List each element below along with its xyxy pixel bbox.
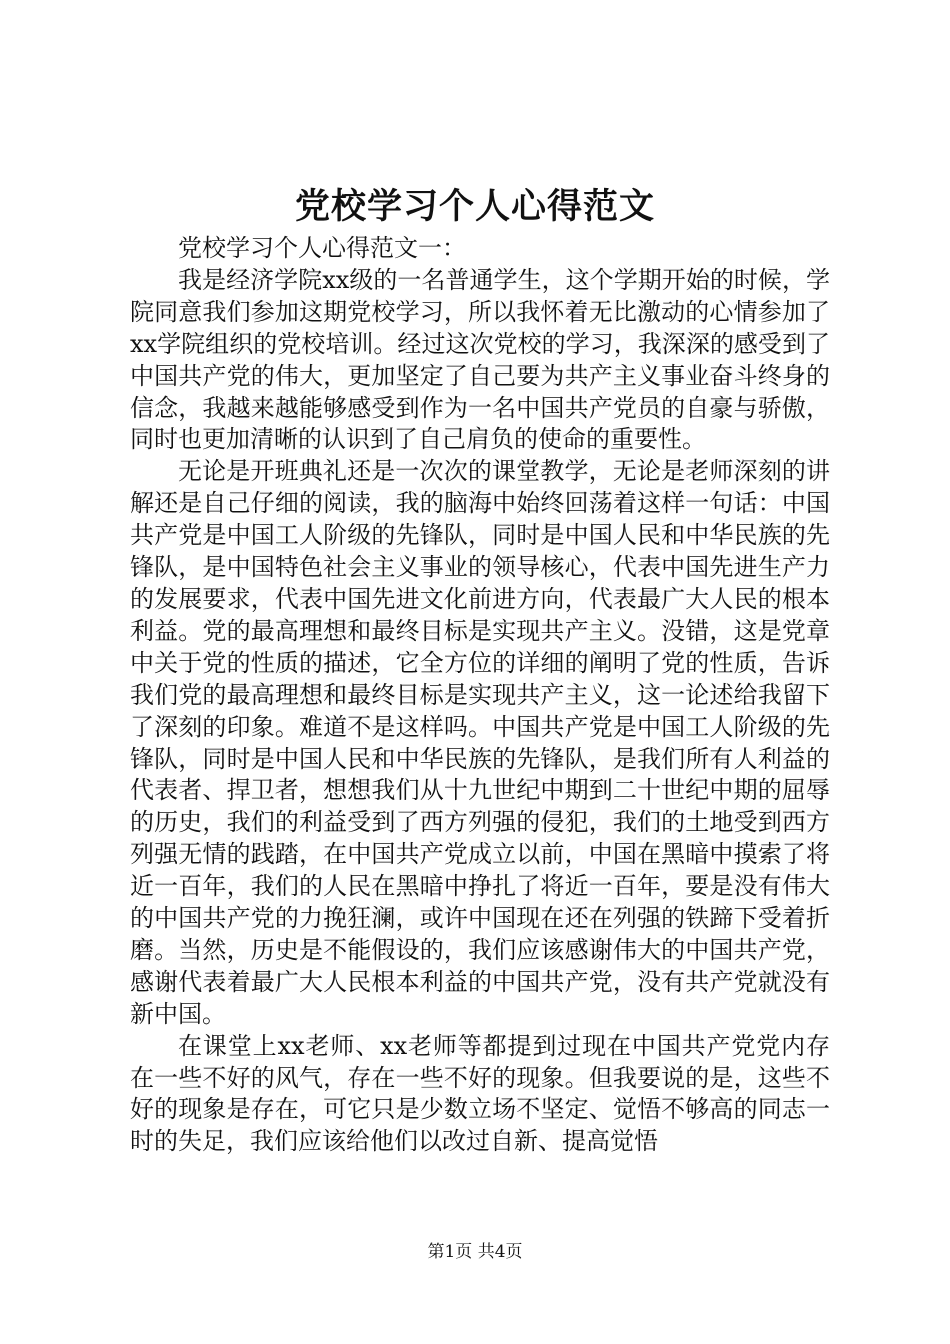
body-paragraph: 我是经济学院xx级的一名普通学生，这个学期开始的时候，学院同意我们参加这期党校学习，所以我怀着无比激动的心情参加了xx学院组织的党校培训。经过这次党校的学习，我深深的感受到了中国共产党的伟大，更加坚定了自己要为共产主义事业奋斗终身的信念，我越来越能够感受到作为一名中国共产党员的自豪与骄傲，同时也更加清晰的认识到了自己肩负的使命的重要性。 <box>130 265 830 454</box>
body-paragraph: 无论是开班典礼还是一次次的课堂教学，无论是老师深刻的讲解还是自己仔细的阅读，我的脑海中始终回荡着这样一句话：中国共产党是中国工人阶级的先锋队，同时是中国人民和中华民族的先锋队，是中国特色社会主义事业的领导核心，代表中国先进生产力的发展要求，代表中国先进文化前进方向，代表最广大人民的根本利益。党的最高理想和最终目标是实现共产主义。没错，这是党章中关于党的性质的描述，它全方位的详细的阐明了党的性质，告诉我们党的最高理想和最终目标是实现共产主义，这一论述给我留下了深刻的印象。难道不是这样吗。中国共产党是中国工人阶级的先锋队，同时是中国人民和中华民族的先锋队，是我们所有人利益的代表者、捍卫者，想想我们从十九世纪中期到二十世纪中期的屈辱的历史，我们的利益受到了西方列强的侵犯，我们的土地受到西方列强无情的践踏，在中国共产党成立以前，中国在黑暗中摸索了将近一百年，我们的人民在黑暗中挣扎了将近一百年，要是没有伟大的中国共产党的力挽狂澜，或许中国现在还在列强的铁蹄下受着折磨。当然，历史是不能假设的，我们应该感谢伟大的中国共产党，感谢代表着最广大人民根本利益的中国共产党，没有共产党就没有新中国。 <box>130 457 830 1028</box>
document-body <box>130 233 830 1158</box>
body-paragraph: 在课堂上xx老师、xx老师等都提到过现在中国共产党党内存在一些不好的风气，存在一些不好的现象。但我要说的是，这些不好的现象是存在，可它只是少数立场不坚定、觉悟不够高的同志一时的失足，我们应该给他们以改过自新、提高觉悟 <box>130 1031 830 1156</box>
document-title: 党校学习个人心得范文 <box>294 186 655 227</box>
section-heading: 党校学习个人心得范文一： <box>178 234 466 262</box>
page-number-footer: 第1页 共4页 <box>427 1242 523 1262</box>
